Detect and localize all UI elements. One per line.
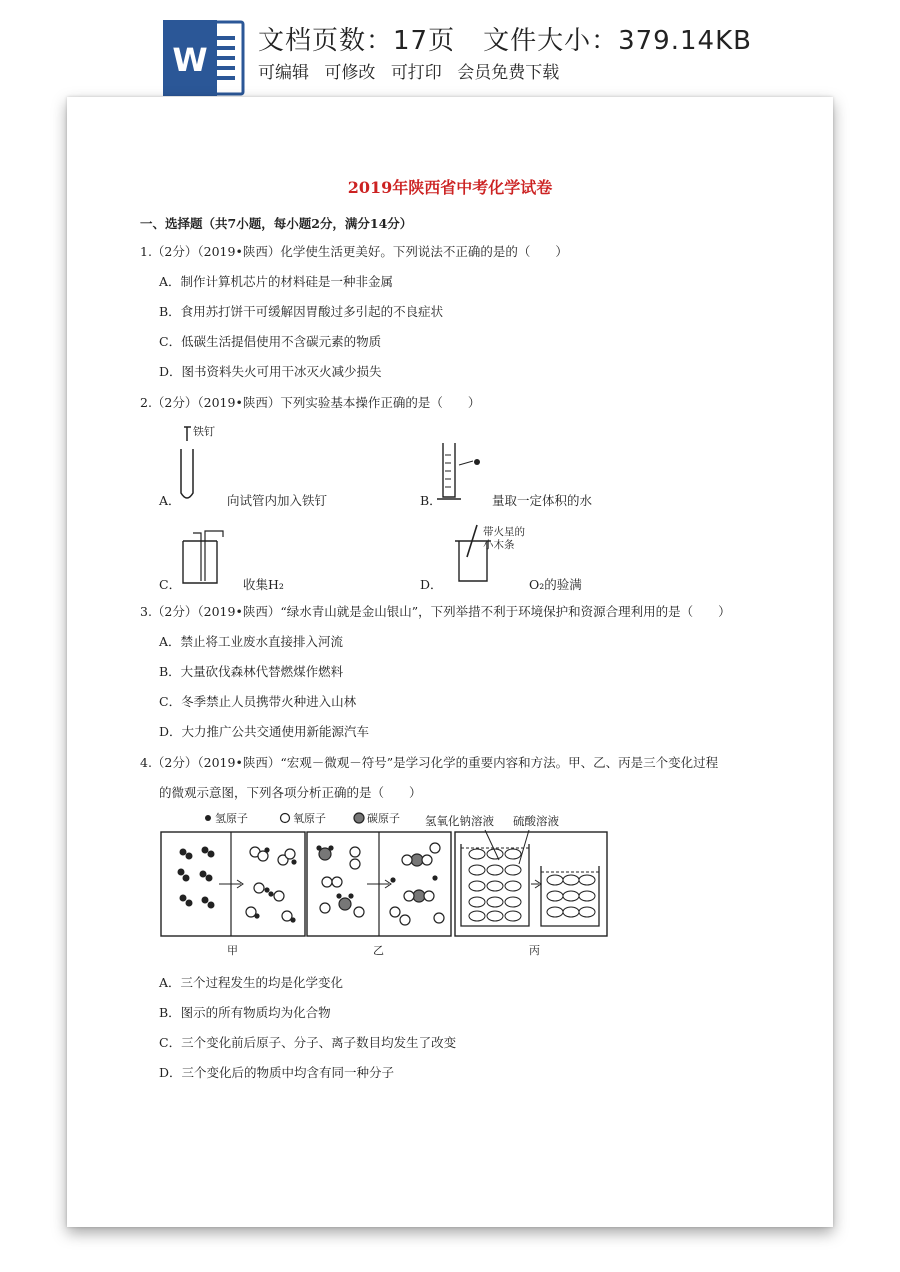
q4-option-a: A．三个过程发生的均是化学变化 (159, 975, 344, 990)
feature-editable: 可编辑 (258, 63, 309, 83)
splint-label-2: 小木条 (483, 539, 515, 551)
file-size: 文件大小：379.14KB (483, 26, 752, 56)
q3-option-d: D．大力推广公共交通使用新能源汽车 (159, 724, 370, 739)
q3-option-c: C．冬季禁止人员携带火种进入山林 (159, 694, 357, 709)
document-title: 2019年陕西省中考化学试卷 (347, 178, 553, 197)
oxygen-test-bottle-figure (453, 523, 533, 589)
q2-option-c-letter: C． (159, 577, 182, 592)
feature-modifiable: 可修改 (324, 63, 376, 83)
legend-oxygen: 氧原子 (293, 812, 326, 825)
q2-option-a-letter: A． (159, 493, 181, 508)
download-banner (0, 0, 900, 96)
q4-stem-line2: 的微观示意图，下列各项分析正确的是（ ） (159, 785, 422, 800)
q1-option-b: B．食用苏打饼干可缓解因胃酸过多引起的不良症状 (159, 304, 444, 319)
panel-jia-label: 甲 (227, 944, 238, 957)
q1-stem: 1.（2分）（2019•陕西）化学使生活更美好。下列说法不正确的是的（ ） (140, 244, 568, 259)
feature-printable: 可打印 (390, 63, 442, 83)
q3-option-b: B．大量砍伐森林代替燃煤作燃料 (159, 664, 344, 679)
q2-option-a-caption: 向试管内加入铁钉 (227, 493, 328, 508)
graduated-cylinder-figure (435, 441, 487, 505)
banner-file-info (258, 20, 752, 57)
word-icon (163, 20, 245, 96)
document-page (67, 97, 833, 1227)
panel-yi-label: 乙 (373, 944, 384, 957)
q2-option-d-letter: D． (420, 577, 443, 592)
section-heading: 一、选择题（共7小题，每小题2分，满分14分） (140, 216, 413, 231)
q1-option-a: A．制作计算机芯片的材料硅是一种非金属 (159, 274, 394, 289)
q2-option-c-caption: 收集H₂ (243, 577, 284, 592)
q2-stem: 2.（2分）（2019•陕西）下列实验基本操作正确的是（ ） (140, 395, 481, 410)
q4-option-d: D．三个变化后的物质中均含有同一种分子 (159, 1065, 395, 1080)
legend-hydrogen: 氢原子 (215, 812, 248, 825)
q2-option-b-caption: 量取一定体积的水 (492, 493, 593, 508)
page-count: 文档页数：17页 (258, 26, 456, 56)
q1-option-c: C．低碳生活提倡使用不含碳元素的物质 (159, 334, 382, 349)
label-naoh: 氢氧化钠溶液 (425, 814, 494, 828)
panel-bing-label: 丙 (529, 944, 540, 957)
test-tube-nail-figure (175, 423, 235, 505)
q3-option-a: A．禁止将工业废水直接排入河流 (159, 634, 344, 649)
svg-text:W: W (172, 41, 208, 79)
q3-stem: 3.（2分）（2019•陕西）“绿水青山就是金山银山”，下列举措不利于环境保护和资源合理利用的是（ ） (140, 604, 731, 619)
q2-option-d-caption: O₂的验满 (529, 577, 582, 592)
legend-carbon: 碳原子 (367, 812, 400, 825)
q4-option-b: B．图示的所有物质均为化合物 (159, 1005, 331, 1020)
banner-features (258, 58, 569, 83)
q4-stem-line1: 4.（2分）（2019•陕西）“宏观－微观－符号”是学习化学的重要内容和方法。甲、乙、丙是三个变化过程 (140, 755, 719, 770)
q1-option-d: D．图书资料失火可用干冰灭火减少损失 (159, 364, 382, 379)
gas-collection-bottle-figure (179, 527, 229, 589)
q2-option-b-letter: B． (420, 493, 442, 508)
micro-process-figure (159, 808, 619, 962)
q4-option-c: C．三个变化前后原子、分子、离子数目均发生了改变 (159, 1035, 457, 1050)
splint-label-1: 带火星的 (483, 526, 525, 538)
nail-label: 铁钉 (193, 425, 215, 438)
feature-member-download: 会员免费下载 (457, 63, 560, 83)
label-h2so4: 硫酸溶液 (513, 814, 559, 828)
